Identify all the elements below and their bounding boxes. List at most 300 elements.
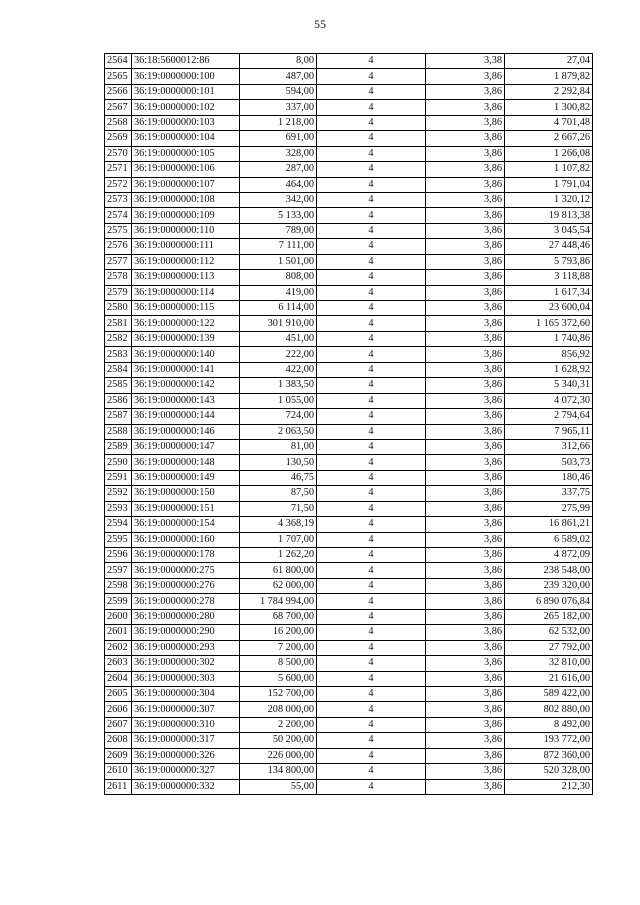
class-cell: 4 xyxy=(317,702,426,717)
rate-cell: 3,86 xyxy=(426,146,505,161)
cadastral-number-cell: 36:19:0000000:280 xyxy=(132,609,240,624)
row-number-cell: 2583 xyxy=(105,347,132,362)
row-number-cell: 2575 xyxy=(105,223,132,238)
area-cell: 130,50 xyxy=(240,455,317,470)
area-cell: 1 383,50 xyxy=(240,378,317,393)
table-row xyxy=(105,702,593,717)
total-cell: 337,75 xyxy=(505,486,593,501)
row-number-cell: 2595 xyxy=(105,532,132,547)
row-number-cell: 2574 xyxy=(105,208,132,223)
total-cell: 1 300,82 xyxy=(505,100,593,115)
table-row xyxy=(105,717,593,732)
cadastral-number-cell: 36:19:0000000:103 xyxy=(132,115,240,130)
table-row xyxy=(105,146,593,161)
total-cell: 589 422,00 xyxy=(505,686,593,701)
table-row xyxy=(105,115,593,130)
table-row xyxy=(105,378,593,393)
area-cell: 50 200,00 xyxy=(240,733,317,748)
total-cell: 8 492,00 xyxy=(505,717,593,732)
total-cell: 4 701,48 xyxy=(505,115,593,130)
rate-cell: 3,86 xyxy=(426,439,505,454)
total-cell: 275,99 xyxy=(505,501,593,516)
rate-cell: 3,86 xyxy=(426,717,505,732)
total-cell: 19 813,38 xyxy=(505,208,593,223)
land-plot-table xyxy=(104,53,593,795)
area-cell: 808,00 xyxy=(240,270,317,285)
table-row xyxy=(105,470,593,485)
row-number-cell: 2598 xyxy=(105,578,132,593)
class-cell: 4 xyxy=(317,671,426,686)
row-number-cell: 2591 xyxy=(105,470,132,485)
row-number-cell: 2590 xyxy=(105,455,132,470)
class-cell: 4 xyxy=(317,409,426,424)
total-cell: 1 320,12 xyxy=(505,192,593,207)
class-cell: 4 xyxy=(317,69,426,84)
rate-cell: 3,86 xyxy=(426,548,505,563)
area-cell: 8 500,00 xyxy=(240,656,317,671)
total-cell: 27 792,00 xyxy=(505,640,593,655)
row-number-cell: 2568 xyxy=(105,115,132,130)
row-number-cell: 2577 xyxy=(105,254,132,269)
total-cell: 180,46 xyxy=(505,470,593,485)
row-number-cell: 2565 xyxy=(105,69,132,84)
row-number-cell: 2587 xyxy=(105,409,132,424)
total-cell: 2 794,64 xyxy=(505,409,593,424)
area-cell: 46,75 xyxy=(240,470,317,485)
rate-cell: 3,86 xyxy=(426,378,505,393)
cadastral-number-cell: 36:19:0000000:102 xyxy=(132,100,240,115)
class-cell: 4 xyxy=(317,254,426,269)
area-cell: 451,00 xyxy=(240,331,317,346)
total-cell: 1 107,82 xyxy=(505,162,593,177)
table-row xyxy=(105,54,593,69)
class-cell: 4 xyxy=(317,532,426,547)
table-row xyxy=(105,455,593,470)
area-cell: 594,00 xyxy=(240,84,317,99)
table-row xyxy=(105,532,593,547)
class-cell: 4 xyxy=(317,501,426,516)
area-cell: 464,00 xyxy=(240,177,317,192)
class-cell: 4 xyxy=(317,362,426,377)
table-row xyxy=(105,177,593,192)
total-cell: 238 548,00 xyxy=(505,563,593,578)
cadastral-number-cell: 36:19:0000000:150 xyxy=(132,486,240,501)
rate-cell: 3,86 xyxy=(426,455,505,470)
row-number-cell: 2580 xyxy=(105,301,132,316)
total-cell: 856,92 xyxy=(505,347,593,362)
table-row xyxy=(105,100,593,115)
table-row xyxy=(105,84,593,99)
table-row xyxy=(105,362,593,377)
area-cell: 337,00 xyxy=(240,100,317,115)
rate-cell: 3,86 xyxy=(426,748,505,763)
total-cell: 23 600,04 xyxy=(505,301,593,316)
cadastral-number-cell: 36:19:0000000:113 xyxy=(132,270,240,285)
class-cell: 4 xyxy=(317,594,426,609)
total-cell: 5 793,86 xyxy=(505,254,593,269)
cadastral-number-cell: 36:19:0000000:105 xyxy=(132,146,240,161)
cadastral-number-cell: 36:19:0000000:332 xyxy=(132,779,240,794)
rate-cell: 3,86 xyxy=(426,239,505,254)
class-cell: 4 xyxy=(317,208,426,223)
total-cell: 312,66 xyxy=(505,439,593,454)
row-number-cell: 2579 xyxy=(105,285,132,300)
class-cell: 4 xyxy=(317,131,426,146)
area-cell: 2 063,50 xyxy=(240,424,317,439)
row-number-cell: 2576 xyxy=(105,239,132,254)
cadastral-number-cell: 36:19:0000000:144 xyxy=(132,409,240,424)
row-number-cell: 2564 xyxy=(105,54,132,69)
rate-cell: 3,86 xyxy=(426,393,505,408)
table-row xyxy=(105,131,593,146)
rate-cell: 3,86 xyxy=(426,331,505,346)
rate-cell: 3,86 xyxy=(426,316,505,331)
table-row xyxy=(105,609,593,624)
area-cell: 1 055,00 xyxy=(240,393,317,408)
table-row xyxy=(105,748,593,763)
total-cell: 802 880,00 xyxy=(505,702,593,717)
class-cell: 4 xyxy=(317,656,426,671)
area-cell: 287,00 xyxy=(240,162,317,177)
class-cell: 4 xyxy=(317,146,426,161)
rate-cell: 3,86 xyxy=(426,115,505,130)
cadastral-number-cell: 36:19:0000000:326 xyxy=(132,748,240,763)
cadastral-number-cell: 36:19:0000000:307 xyxy=(132,702,240,717)
table-row xyxy=(105,779,593,794)
area-cell: 789,00 xyxy=(240,223,317,238)
total-cell: 2 667,26 xyxy=(505,131,593,146)
rate-cell: 3,86 xyxy=(426,486,505,501)
area-cell: 7 200,00 xyxy=(240,640,317,655)
class-cell: 4 xyxy=(317,439,426,454)
total-cell: 239 320,00 xyxy=(505,578,593,593)
table-row xyxy=(105,733,593,748)
class-cell: 4 xyxy=(317,239,426,254)
class-cell: 4 xyxy=(317,748,426,763)
class-cell: 4 xyxy=(317,177,426,192)
cadastral-number-cell: 36:19:0000000:148 xyxy=(132,455,240,470)
table-row xyxy=(105,517,593,532)
total-cell: 1 266,08 xyxy=(505,146,593,161)
cadastral-number-cell: 36:19:0000000:142 xyxy=(132,378,240,393)
rate-cell: 3,86 xyxy=(426,424,505,439)
rate-cell: 3,86 xyxy=(426,625,505,640)
total-cell: 3 118,88 xyxy=(505,270,593,285)
table-row xyxy=(105,223,593,238)
row-number-cell: 2592 xyxy=(105,486,132,501)
cadastral-number-cell: 36:19:0000000:115 xyxy=(132,301,240,316)
table-row xyxy=(105,656,593,671)
table-row xyxy=(105,671,593,686)
cadastral-number-cell: 36:19:0000000:303 xyxy=(132,671,240,686)
class-cell: 4 xyxy=(317,578,426,593)
table-row xyxy=(105,578,593,593)
table-row xyxy=(105,625,593,640)
row-number-cell: 2600 xyxy=(105,609,132,624)
area-cell: 328,00 xyxy=(240,146,317,161)
table-row xyxy=(105,162,593,177)
table-row xyxy=(105,563,593,578)
row-number-cell: 2585 xyxy=(105,378,132,393)
rate-cell: 3,86 xyxy=(426,563,505,578)
cadastral-number-cell: 36:19:0000000:111 xyxy=(132,239,240,254)
total-cell: 1 165 372,60 xyxy=(505,316,593,331)
cadastral-number-cell: 36:19:0000000:122 xyxy=(132,316,240,331)
area-cell: 81,00 xyxy=(240,439,317,454)
rate-cell: 3,38 xyxy=(426,54,505,69)
rate-cell: 3,86 xyxy=(426,270,505,285)
class-cell: 4 xyxy=(317,733,426,748)
cadastral-number-cell: 36:19:0000000:154 xyxy=(132,517,240,532)
area-cell: 222,00 xyxy=(240,347,317,362)
row-number-cell: 2594 xyxy=(105,517,132,532)
class-cell: 4 xyxy=(317,285,426,300)
rate-cell: 3,86 xyxy=(426,470,505,485)
table-row xyxy=(105,501,593,516)
table-row xyxy=(105,486,593,501)
total-cell: 6 589,02 xyxy=(505,532,593,547)
table-row xyxy=(105,285,593,300)
cadastral-number-cell: 36:19:0000000:310 xyxy=(132,717,240,732)
row-number-cell: 2589 xyxy=(105,439,132,454)
total-cell: 32 810,00 xyxy=(505,656,593,671)
total-cell: 4 072,30 xyxy=(505,393,593,408)
area-cell: 71,50 xyxy=(240,501,317,516)
rate-cell: 3,86 xyxy=(426,362,505,377)
class-cell: 4 xyxy=(317,717,426,732)
class-cell: 4 xyxy=(317,316,426,331)
rate-cell: 3,86 xyxy=(426,594,505,609)
area-cell: 301 910,00 xyxy=(240,316,317,331)
class-cell: 4 xyxy=(317,115,426,130)
row-number-cell: 2605 xyxy=(105,686,132,701)
total-cell: 6 890 076,84 xyxy=(505,594,593,609)
row-number-cell: 2607 xyxy=(105,717,132,732)
row-number-cell: 2582 xyxy=(105,331,132,346)
area-cell: 1 707,00 xyxy=(240,532,317,547)
rate-cell: 3,86 xyxy=(426,764,505,779)
row-number-cell: 2611 xyxy=(105,779,132,794)
total-cell: 1 740,86 xyxy=(505,331,593,346)
table-row xyxy=(105,69,593,84)
total-cell: 16 861,21 xyxy=(505,517,593,532)
area-cell: 87,50 xyxy=(240,486,317,501)
area-cell: 1 218,00 xyxy=(240,115,317,130)
area-cell: 1 262,20 xyxy=(240,548,317,563)
total-cell: 872 360,00 xyxy=(505,748,593,763)
rate-cell: 3,86 xyxy=(426,177,505,192)
cadastral-number-cell: 36:19:0000000:108 xyxy=(132,192,240,207)
total-cell: 265 182,00 xyxy=(505,609,593,624)
cadastral-number-cell: 36:19:0000000:112 xyxy=(132,254,240,269)
table-row xyxy=(105,347,593,362)
cadastral-number-cell: 36:19:0000000:327 xyxy=(132,764,240,779)
total-cell: 27,04 xyxy=(505,54,593,69)
class-cell: 4 xyxy=(317,548,426,563)
cadastral-number-cell: 36:19:0000000:140 xyxy=(132,347,240,362)
area-cell: 68 700,00 xyxy=(240,609,317,624)
total-cell: 7 965,11 xyxy=(505,424,593,439)
cadastral-number-cell: 36:19:0000000:290 xyxy=(132,625,240,640)
row-number-cell: 2572 xyxy=(105,177,132,192)
total-cell: 5 340,31 xyxy=(505,378,593,393)
cadastral-number-cell: 36:19:0000000:178 xyxy=(132,548,240,563)
total-cell: 4 872,09 xyxy=(505,548,593,563)
row-number-cell: 2581 xyxy=(105,316,132,331)
class-cell: 4 xyxy=(317,517,426,532)
rate-cell: 3,86 xyxy=(426,223,505,238)
class-cell: 4 xyxy=(317,347,426,362)
area-cell: 61 800,00 xyxy=(240,563,317,578)
row-number-cell: 2593 xyxy=(105,501,132,516)
cadastral-number-cell: 36:19:0000000:293 xyxy=(132,640,240,655)
total-cell: 2 292,84 xyxy=(505,84,593,99)
area-cell: 152 700,00 xyxy=(240,686,317,701)
total-cell: 62 532,00 xyxy=(505,625,593,640)
total-cell: 520 328,00 xyxy=(505,764,593,779)
table-row xyxy=(105,208,593,223)
cadastral-number-cell: 36:19:0000000:146 xyxy=(132,424,240,439)
rate-cell: 3,86 xyxy=(426,702,505,717)
table-row xyxy=(105,301,593,316)
row-number-cell: 2573 xyxy=(105,192,132,207)
area-cell: 8,00 xyxy=(240,54,317,69)
rate-cell: 3,86 xyxy=(426,409,505,424)
total-cell: 3 045,54 xyxy=(505,223,593,238)
table-body xyxy=(105,54,593,795)
row-number-cell: 2606 xyxy=(105,702,132,717)
rate-cell: 3,86 xyxy=(426,609,505,624)
row-number-cell: 2603 xyxy=(105,656,132,671)
row-number-cell: 2588 xyxy=(105,424,132,439)
table-row xyxy=(105,192,593,207)
rate-cell: 3,86 xyxy=(426,100,505,115)
cadastral-number-cell: 36:19:0000000:302 xyxy=(132,656,240,671)
rate-cell: 3,86 xyxy=(426,192,505,207)
cadastral-number-cell: 36:19:0000000:275 xyxy=(132,563,240,578)
class-cell: 4 xyxy=(317,301,426,316)
rate-cell: 3,86 xyxy=(426,733,505,748)
class-cell: 4 xyxy=(317,84,426,99)
table-row xyxy=(105,640,593,655)
class-cell: 4 xyxy=(317,270,426,285)
cadastral-number-cell: 36:19:0000000:109 xyxy=(132,208,240,223)
total-cell: 21 616,00 xyxy=(505,671,593,686)
class-cell: 4 xyxy=(317,640,426,655)
area-cell: 7 111,00 xyxy=(240,239,317,254)
table-row xyxy=(105,316,593,331)
rate-cell: 3,86 xyxy=(426,69,505,84)
class-cell: 4 xyxy=(317,424,426,439)
rate-cell: 3,86 xyxy=(426,779,505,794)
cadastral-number-cell: 36:19:0000000:104 xyxy=(132,131,240,146)
total-cell: 1 617,34 xyxy=(505,285,593,300)
table-row xyxy=(105,270,593,285)
table-row xyxy=(105,409,593,424)
table-row xyxy=(105,764,593,779)
area-cell: 4 368,19 xyxy=(240,517,317,532)
cadastral-number-cell: 36:19:0000000:101 xyxy=(132,84,240,99)
row-number-cell: 2610 xyxy=(105,764,132,779)
area-cell: 5 133,00 xyxy=(240,208,317,223)
table-row xyxy=(105,594,593,609)
table-row xyxy=(105,331,593,346)
cadastral-number-cell: 36:19:0000000:114 xyxy=(132,285,240,300)
table-row xyxy=(105,439,593,454)
total-cell: 1 791,04 xyxy=(505,177,593,192)
rate-cell: 3,86 xyxy=(426,640,505,655)
row-number-cell: 2596 xyxy=(105,548,132,563)
rate-cell: 3,86 xyxy=(426,131,505,146)
class-cell: 4 xyxy=(317,764,426,779)
area-cell: 487,00 xyxy=(240,69,317,84)
rate-cell: 3,86 xyxy=(426,578,505,593)
area-cell: 134 800,00 xyxy=(240,764,317,779)
row-number-cell: 2609 xyxy=(105,748,132,763)
area-cell: 342,00 xyxy=(240,192,317,207)
area-cell: 691,00 xyxy=(240,131,317,146)
area-cell: 226 000,00 xyxy=(240,748,317,763)
cadastral-number-cell: 36:19:0000000:317 xyxy=(132,733,240,748)
class-cell: 4 xyxy=(317,162,426,177)
rate-cell: 3,86 xyxy=(426,532,505,547)
area-cell: 422,00 xyxy=(240,362,317,377)
area-cell: 419,00 xyxy=(240,285,317,300)
cadastral-number-cell: 36:19:0000000:110 xyxy=(132,223,240,238)
rate-cell: 3,86 xyxy=(426,162,505,177)
row-number-cell: 2578 xyxy=(105,270,132,285)
area-cell: 208 000,00 xyxy=(240,702,317,717)
class-cell: 4 xyxy=(317,686,426,701)
table-row xyxy=(105,239,593,254)
row-number-cell: 2584 xyxy=(105,362,132,377)
class-cell: 4 xyxy=(317,331,426,346)
area-cell: 55,00 xyxy=(240,779,317,794)
row-number-cell: 2569 xyxy=(105,131,132,146)
cadastral-number-cell: 36:19:0000000:143 xyxy=(132,393,240,408)
row-number-cell: 2567 xyxy=(105,100,132,115)
row-number-cell: 2597 xyxy=(105,563,132,578)
row-number-cell: 2599 xyxy=(105,594,132,609)
area-cell: 724,00 xyxy=(240,409,317,424)
class-cell: 4 xyxy=(317,486,426,501)
cadastral-number-cell: 36:19:0000000:139 xyxy=(132,331,240,346)
class-cell: 4 xyxy=(317,192,426,207)
table-row xyxy=(105,393,593,408)
cadastral-number-cell: 36:19:0000000:107 xyxy=(132,177,240,192)
page-number: 55 xyxy=(314,17,326,31)
table-row xyxy=(105,686,593,701)
area-cell: 5 600,00 xyxy=(240,671,317,686)
class-cell: 4 xyxy=(317,54,426,69)
class-cell: 4 xyxy=(317,563,426,578)
row-number-cell: 2566 xyxy=(105,84,132,99)
row-number-cell: 2570 xyxy=(105,146,132,161)
table-row xyxy=(105,548,593,563)
cadastral-number-cell: 36:18:5600012:86 xyxy=(132,54,240,69)
total-cell: 1 628,92 xyxy=(505,362,593,377)
cadastral-number-cell: 36:19:0000000:304 xyxy=(132,686,240,701)
area-cell: 6 114,00 xyxy=(240,301,317,316)
row-number-cell: 2586 xyxy=(105,393,132,408)
total-cell: 193 772,00 xyxy=(505,733,593,748)
cadastral-number-cell: 36:19:0000000:106 xyxy=(132,162,240,177)
cadastral-number-cell: 36:19:0000000:160 xyxy=(132,532,240,547)
rate-cell: 3,86 xyxy=(426,84,505,99)
class-cell: 4 xyxy=(317,470,426,485)
rate-cell: 3,86 xyxy=(426,347,505,362)
rate-cell: 3,86 xyxy=(426,517,505,532)
